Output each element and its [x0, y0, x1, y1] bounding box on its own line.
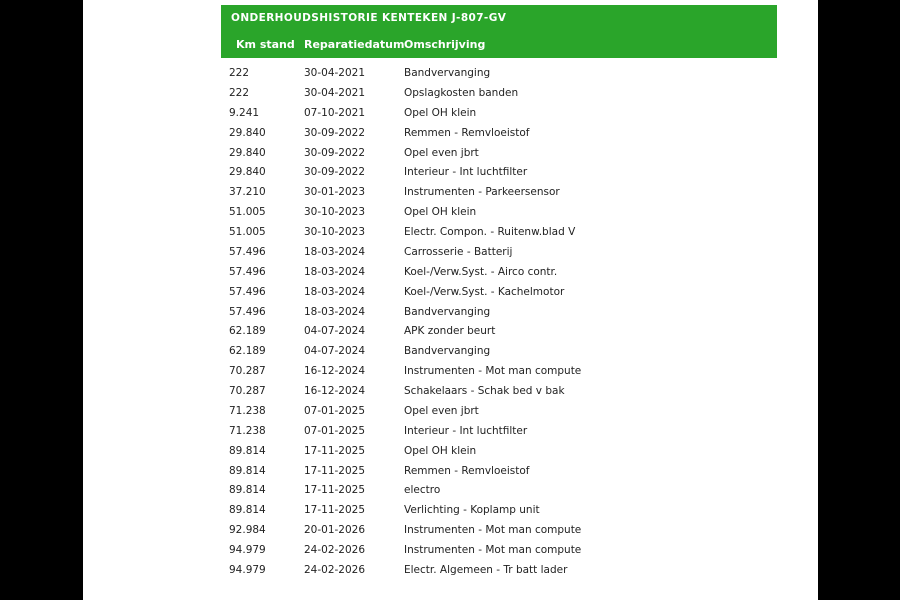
km-cell: 71.238 — [229, 404, 266, 417]
date-cell: 04-07-2024 — [304, 325, 366, 338]
description-cell: Opel OH klein — [404, 206, 477, 219]
date-cell: 30-04-2021 — [304, 67, 366, 79]
km-cell: 71.238 — [229, 424, 266, 437]
table-row — [221, 422, 777, 442]
description-cell: Bandvervanging — [404, 67, 491, 79]
km-cell: 70.287 — [229, 365, 266, 378]
description-cell: Opel even jbrt — [404, 146, 479, 159]
description-cell: Remmen - Remvloeistof — [404, 464, 530, 477]
table-row — [221, 144, 777, 164]
description-cell: APK zonder beurt — [404, 325, 496, 338]
date-cell: 18-03-2024 — [304, 305, 366, 318]
description-cell: Interieur - Int luchtfilter — [404, 424, 528, 437]
description-cell: Instrumenten - Mot man compute — [404, 365, 582, 378]
date-cell: 30-10-2023 — [304, 226, 366, 238]
table-row — [221, 243, 777, 263]
description-cell: Remmen - Remvloeistof — [404, 126, 530, 139]
date-cell: 04-07-2024 — [304, 345, 366, 358]
table-row — [221, 124, 777, 144]
date-cell: 17-11-2025 — [304, 444, 366, 457]
km-cell: 62.189 — [229, 325, 266, 338]
description-cell: Opel even jbrt — [404, 404, 479, 417]
date-cell: 16-12-2024 — [304, 365, 366, 378]
km-cell: 222 — [229, 67, 250, 79]
table-row — [221, 541, 777, 561]
km-cell: 37.210 — [229, 186, 266, 199]
table-row — [221, 561, 777, 581]
date-cell: 30-10-2023 — [304, 206, 366, 219]
table-row — [221, 342, 777, 362]
date-cell: 17-11-2025 — [304, 484, 366, 497]
table-row — [221, 521, 777, 541]
date-cell: 07-10-2021 — [304, 106, 366, 119]
description-cell: Opslagkosten banden — [404, 86, 519, 99]
date-cell: 30-09-2022 — [304, 126, 366, 139]
description-cell: Instrumenten - Mot man compute — [404, 544, 582, 556]
description-cell: Koel-/Verw.Syst. - Airco contr. — [404, 265, 558, 278]
column-header-description: Omschrijving — [404, 38, 486, 51]
description-cell: Verlichting - Koplamp unit — [404, 504, 540, 517]
date-cell: 24-02-2026 — [304, 544, 366, 556]
table-body — [221, 64, 777, 581]
table-row — [221, 263, 777, 283]
table-row — [221, 303, 777, 323]
description-cell: Schakelaars - Schak bed v bak — [404, 385, 565, 397]
table-row — [221, 462, 777, 482]
description-cell: Instrumenten - Parkeersensor — [404, 186, 560, 199]
description-cell: Koel-/Verw.Syst. - Kachelmotor — [404, 285, 565, 298]
table-row — [221, 223, 777, 243]
table-row — [221, 322, 777, 342]
column-header-date: Reparatiedatum — [304, 38, 405, 51]
date-cell: 30-01-2023 — [304, 186, 366, 199]
table-header — [221, 5, 777, 58]
km-cell: 89.814 — [229, 464, 266, 477]
description-cell: Opel OH klein — [404, 106, 477, 119]
description-cell: Instrumenten - Mot man compute — [404, 524, 582, 537]
km-cell: 94.979 — [229, 563, 266, 576]
km-cell: 222 — [229, 86, 250, 99]
description-cell: Electr. Compon. - Ruitenw.blad V — [404, 226, 576, 238]
date-cell: 30-09-2022 — [304, 146, 366, 159]
table-row — [221, 163, 777, 183]
km-cell: 89.814 — [229, 484, 266, 497]
table-row — [221, 501, 777, 521]
date-cell: 17-11-2025 — [304, 504, 366, 517]
description-cell: Electr. Algemeen - Tr batt lader — [404, 563, 568, 576]
page-background — [83, 0, 818, 600]
km-cell: 9.241 — [229, 106, 260, 119]
km-cell: 57.496 — [229, 265, 266, 278]
km-cell: 70.287 — [229, 385, 266, 397]
km-cell: 51.005 — [229, 226, 266, 238]
description-cell: Bandvervanging — [404, 305, 491, 318]
description-cell: Opel OH klein — [404, 444, 477, 457]
km-cell: 94.979 — [229, 544, 266, 556]
date-cell: 24-02-2026 — [304, 563, 366, 576]
date-cell: 16-12-2024 — [304, 385, 366, 397]
description-cell: Interieur - Int luchtfilter — [404, 166, 528, 179]
maintenance-history-table — [221, 5, 777, 581]
km-cell: 62.189 — [229, 345, 266, 358]
km-cell: 57.496 — [229, 245, 266, 258]
date-cell: 20-01-2026 — [304, 524, 366, 537]
description-cell: electro — [404, 484, 441, 497]
table-row — [221, 183, 777, 203]
km-cell: 89.814 — [229, 444, 266, 457]
table-row — [221, 283, 777, 303]
table-title: ONDERHOUDSHISTORIE KENTEKEN J-807-GV — [231, 12, 507, 24]
description-cell: Bandvervanging — [404, 345, 491, 358]
km-cell: 92.984 — [229, 524, 266, 537]
date-cell: 07-01-2025 — [304, 424, 366, 437]
date-cell: 18-03-2024 — [304, 265, 366, 278]
table-row — [221, 362, 777, 382]
date-cell: 18-03-2024 — [304, 285, 366, 298]
table-row — [221, 203, 777, 223]
km-cell: 57.496 — [229, 305, 266, 318]
date-cell: 07-01-2025 — [304, 404, 366, 417]
km-cell: 29.840 — [229, 126, 266, 139]
table-row — [221, 402, 777, 422]
date-cell: 18-03-2024 — [304, 245, 366, 258]
table-row — [221, 84, 777, 104]
date-cell: 30-09-2022 — [304, 166, 366, 179]
km-cell: 29.840 — [229, 166, 266, 179]
table-row — [221, 481, 777, 501]
km-cell: 57.496 — [229, 285, 266, 298]
table-row — [221, 382, 777, 402]
table-row — [221, 104, 777, 124]
km-cell: 29.840 — [229, 146, 266, 159]
date-cell: 17-11-2025 — [304, 464, 366, 477]
km-cell: 89.814 — [229, 504, 266, 517]
km-cell: 51.005 — [229, 206, 266, 219]
table-row — [221, 64, 777, 84]
description-cell: Carrosserie - Batterij — [404, 245, 513, 258]
date-cell: 30-04-2021 — [304, 86, 366, 99]
column-header-km: Km stand — [236, 38, 295, 51]
table-row — [221, 442, 777, 462]
